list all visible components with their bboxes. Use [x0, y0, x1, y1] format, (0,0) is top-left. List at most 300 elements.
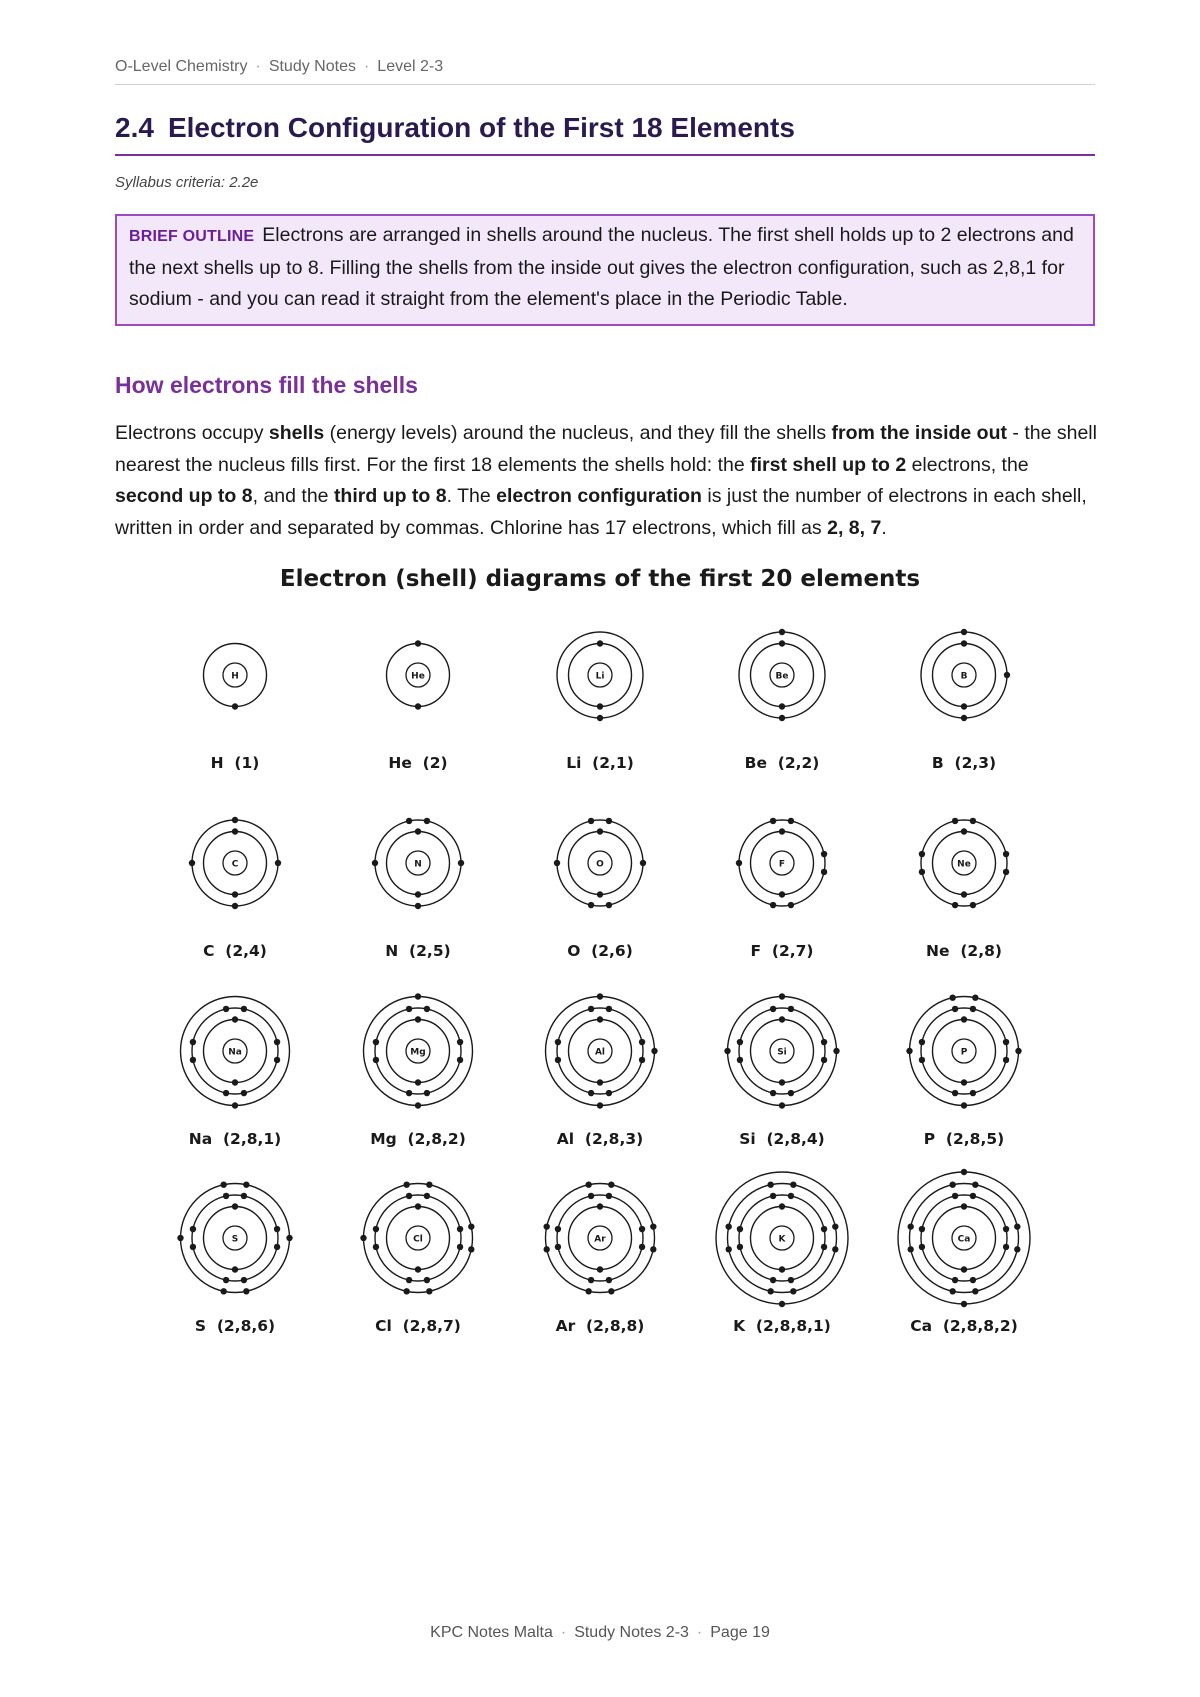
electron	[1015, 1048, 1021, 1054]
electron	[639, 1244, 645, 1250]
electron	[907, 1223, 913, 1229]
electron	[190, 1057, 196, 1063]
electron	[415, 1102, 421, 1108]
bold-term: from the inside out	[831, 422, 1007, 444]
electron	[372, 860, 378, 866]
electron	[275, 860, 281, 866]
section-title-text: Electron Configuration of the First 18 Elements	[167, 112, 795, 143]
electron	[232, 1266, 238, 1272]
electron	[907, 1246, 913, 1252]
element-symbol: P	[960, 1047, 968, 1058]
electron	[640, 860, 646, 866]
element-diagram-ne	[919, 818, 1010, 960]
electron	[606, 818, 612, 824]
text-run: is just the number of electrons in each shell, written in order and separated by commas. Chlorine has 17 electrons, which fill as	[115, 485, 1087, 539]
electron	[543, 1223, 549, 1229]
electron	[232, 1016, 238, 1022]
footer-page: Page 19	[710, 1624, 770, 1641]
section-title	[115, 112, 1095, 156]
electron	[788, 902, 794, 908]
electron	[790, 1288, 796, 1294]
body-paragraph	[115, 418, 1100, 544]
electron	[588, 1090, 594, 1096]
electron	[970, 1277, 976, 1283]
header-separator: ·	[255, 58, 261, 75]
text-run: (energy levels) around the nucleus, and they fill the shells	[324, 422, 832, 444]
electron	[919, 1057, 925, 1063]
electron	[232, 703, 238, 709]
electron	[415, 891, 421, 897]
electron	[606, 1090, 612, 1096]
electron	[555, 1039, 561, 1045]
electron	[725, 1246, 731, 1252]
electron	[788, 1006, 794, 1012]
electron	[952, 1277, 958, 1283]
figure-title: Electron (shell) diagrams of the first 20 elements	[279, 566, 921, 592]
header-doc: Study Notes	[268, 58, 356, 75]
electron	[832, 1246, 838, 1252]
element-diagram-he	[387, 640, 450, 772]
electron	[779, 828, 785, 834]
element-diagram-b	[921, 629, 1010, 772]
syllabus-criteria: Syllabus criteria: 2.2e	[115, 174, 259, 191]
electron	[1003, 1244, 1009, 1250]
electron	[274, 1039, 280, 1045]
electron	[588, 1193, 594, 1199]
electron	[190, 1039, 196, 1045]
electron	[241, 1006, 247, 1012]
electron	[223, 1090, 229, 1096]
electron	[457, 1057, 463, 1063]
element-label: N (2,5)	[385, 942, 451, 960]
element-label: K (2,8,8,1)	[733, 1317, 831, 1335]
electron	[821, 851, 827, 857]
electron	[608, 1288, 614, 1294]
electron	[190, 1226, 196, 1232]
electron	[606, 902, 612, 908]
electron	[232, 903, 238, 909]
element-label: H (1)	[210, 754, 260, 772]
electron	[373, 1057, 379, 1063]
brief-outline-text: Electrons are arranged in shells around the nucleus. The first shell holds up to 2 electrons and the next shells up to 8. Filling the shells from the inside out gives the electron configuration, such as 2,8,1 for sodium - and you can read it straight from the element's place in the Periodic Table.	[129, 224, 1074, 310]
element-label: Al (2,8,3)	[556, 1130, 644, 1148]
electron	[737, 1226, 743, 1232]
electron	[1014, 1246, 1020, 1252]
electron	[961, 629, 967, 635]
element-label: Mg (2,8,2)	[370, 1130, 466, 1148]
electron	[779, 1301, 785, 1307]
electron	[736, 860, 742, 866]
electron	[779, 703, 785, 709]
electron	[972, 1181, 978, 1187]
electron	[597, 1079, 603, 1085]
electron	[373, 1226, 379, 1232]
element-symbol: Be	[775, 671, 789, 682]
electron	[779, 1203, 785, 1209]
electron	[424, 1006, 430, 1012]
element-symbol: He	[411, 671, 425, 682]
footer-doc: Study Notes 2-3	[574, 1624, 689, 1641]
element-diagram-p	[906, 994, 1021, 1148]
electron	[597, 1266, 603, 1272]
subheading: How electrons fill the shells	[115, 372, 418, 398]
electron	[415, 903, 421, 909]
element-symbol: H	[231, 671, 239, 682]
electron	[952, 1006, 958, 1012]
electron	[415, 1016, 421, 1022]
electron	[223, 1193, 229, 1199]
running-header	[115, 58, 1095, 85]
electron	[585, 1181, 591, 1187]
electron	[424, 1090, 430, 1096]
electron	[597, 993, 603, 999]
electron	[243, 1288, 249, 1294]
electron	[961, 1169, 967, 1175]
electron	[588, 1006, 594, 1012]
electron	[406, 1193, 412, 1199]
element-label: Ne (2,8)	[926, 942, 1002, 960]
electron	[961, 715, 967, 721]
electron	[406, 1277, 412, 1283]
electron	[415, 993, 421, 999]
electron	[1003, 1039, 1009, 1045]
electron	[770, 902, 776, 908]
electron	[597, 891, 603, 897]
electron	[770, 1193, 776, 1199]
element-symbol: Li	[595, 671, 605, 682]
header-separator: ·	[363, 58, 370, 75]
electron	[767, 1181, 773, 1187]
electron	[770, 1006, 776, 1012]
electron	[415, 828, 421, 834]
electron	[788, 1090, 794, 1096]
element-diagram-f	[736, 818, 827, 960]
section-number: 2.4	[115, 112, 154, 143]
electron	[639, 1057, 645, 1063]
electron	[949, 1181, 955, 1187]
element-symbol: F	[778, 859, 786, 870]
element-label: S (2,8,6)	[194, 1317, 276, 1335]
electron	[597, 640, 603, 646]
element-symbol: C	[231, 859, 239, 870]
element-diagram-s	[177, 1181, 292, 1335]
element-diagram-na	[181, 997, 290, 1149]
electron	[821, 1226, 827, 1232]
electron	[406, 1006, 412, 1012]
bold-term: second up to 8	[115, 485, 253, 507]
element-symbol: Na	[228, 1047, 242, 1058]
electron	[241, 1277, 247, 1283]
text-run: .	[881, 516, 887, 539]
electron	[232, 891, 238, 897]
electron	[585, 1288, 591, 1294]
electron	[360, 1235, 366, 1241]
electron	[1003, 1226, 1009, 1232]
electron	[555, 1244, 561, 1250]
text-run: electrons, the	[906, 453, 1029, 476]
element-label: Li (2,1)	[566, 754, 634, 772]
electron	[770, 818, 776, 824]
electron	[220, 1181, 226, 1187]
electron	[1003, 869, 1009, 875]
bold-term: third up to 8	[333, 485, 447, 507]
electron	[961, 1203, 967, 1209]
element-diagram-ca	[898, 1169, 1030, 1335]
electron	[177, 1235, 183, 1241]
electron	[415, 1203, 421, 1209]
electron	[650, 1246, 656, 1252]
electron	[373, 1039, 379, 1045]
electron	[588, 1277, 594, 1283]
electron	[1014, 1223, 1020, 1229]
electron	[821, 1039, 827, 1045]
electron	[949, 994, 955, 1000]
electron	[274, 1244, 280, 1250]
element-symbol: B	[960, 671, 968, 682]
element-symbol: Ne	[957, 859, 971, 870]
electron	[232, 828, 238, 834]
electron	[232, 1102, 238, 1108]
electron	[606, 1193, 612, 1199]
electron	[406, 818, 412, 824]
electron	[415, 1266, 421, 1272]
electron	[608, 1181, 614, 1187]
text-run: Electrons occupy	[115, 422, 269, 444]
footer-separator: ·	[696, 1624, 703, 1641]
electron	[232, 1079, 238, 1085]
brief-outline-tag: BRIEF OUTLINE	[129, 228, 255, 245]
element-symbol: Si	[777, 1047, 787, 1058]
electron	[970, 1006, 976, 1012]
footer-brand: KPC Notes Malta	[430, 1624, 553, 1641]
element-diagram-si	[724, 993, 839, 1148]
element-label: P (2,8,5)	[923, 1130, 1005, 1148]
element-symbol: Ar	[594, 1234, 606, 1245]
electron	[788, 1277, 794, 1283]
electron	[555, 1226, 561, 1232]
electron	[468, 1223, 474, 1229]
electron	[919, 869, 925, 875]
electron	[779, 1102, 785, 1108]
electron	[779, 640, 785, 646]
electron	[1004, 672, 1010, 678]
electron	[588, 902, 594, 908]
element-symbol: O	[596, 859, 604, 870]
electron	[426, 1288, 432, 1294]
electron	[919, 851, 925, 857]
element-label: Na (2,8,1)	[188, 1130, 282, 1148]
running-footer	[0, 1624, 1200, 1642]
element-label: C (2,4)	[203, 942, 267, 960]
electron	[961, 703, 967, 709]
element-label: F (2,7)	[750, 942, 814, 960]
electron	[961, 640, 967, 646]
electron	[286, 1235, 292, 1241]
text-run: . The	[446, 485, 497, 507]
electron	[241, 1090, 247, 1096]
electron	[223, 1277, 229, 1283]
electron	[458, 860, 464, 866]
electron	[606, 1277, 612, 1283]
electron	[961, 828, 967, 834]
electron	[415, 1079, 421, 1085]
electron	[790, 1181, 796, 1187]
element-label: Ca (2,8,8,2)	[910, 1317, 1018, 1335]
element-diagram-li	[557, 632, 643, 772]
electron	[555, 1057, 561, 1063]
element-symbol: Ca	[957, 1234, 971, 1245]
electron	[737, 1057, 743, 1063]
electron	[241, 1193, 247, 1199]
electron	[424, 1277, 430, 1283]
electron	[961, 891, 967, 897]
bold-term: first shell up to 2	[750, 453, 907, 476]
element-diagram-k	[716, 1172, 848, 1335]
electron	[190, 1244, 196, 1250]
header-level: Level 2-3	[377, 58, 444, 75]
electron	[424, 1193, 430, 1199]
electron	[833, 1048, 839, 1054]
element-diagram-cl	[360, 1181, 474, 1335]
element-diagram-be	[739, 629, 825, 772]
electron	[426, 1181, 432, 1187]
element-diagram-h	[204, 644, 267, 773]
electron	[597, 1203, 603, 1209]
electron	[274, 1057, 280, 1063]
electron	[232, 817, 238, 823]
electron	[961, 1266, 967, 1272]
text-run: , and the	[252, 485, 334, 507]
element-diagram-o	[554, 818, 646, 960]
electron	[373, 1244, 379, 1250]
electron	[821, 1057, 827, 1063]
electron	[639, 1226, 645, 1232]
electron	[961, 1016, 967, 1022]
electron	[737, 1039, 743, 1045]
electron	[737, 1244, 743, 1250]
electron	[724, 1048, 730, 1054]
electron	[220, 1288, 226, 1294]
element-symbol: Cl	[413, 1234, 423, 1245]
bold-term: 2, 8, 7	[827, 516, 882, 539]
element-symbol: N	[414, 859, 422, 870]
electron	[597, 1016, 603, 1022]
electron	[972, 1288, 978, 1294]
electron	[232, 1203, 238, 1209]
electron	[597, 1102, 603, 1108]
element-symbol: K	[778, 1234, 786, 1245]
electron	[597, 703, 603, 709]
electron	[919, 1244, 925, 1250]
element-label: Ar (2,8,8)	[555, 1317, 645, 1335]
electron	[906, 1048, 912, 1054]
element-symbol: S	[231, 1234, 239, 1245]
electron	[788, 1193, 794, 1199]
electron	[779, 1266, 785, 1272]
electron	[243, 1181, 249, 1187]
element-label: B (2,3)	[931, 754, 997, 772]
electron	[779, 1079, 785, 1085]
element-diagram-c	[189, 817, 281, 960]
electron	[821, 1244, 827, 1250]
element-diagram-al	[546, 993, 658, 1148]
electron	[779, 629, 785, 635]
electron	[961, 1102, 967, 1108]
electron	[961, 1079, 967, 1085]
electron	[779, 993, 785, 999]
shell-diagram-figure	[0, 555, 1200, 1355]
footer-separator: ·	[560, 1624, 567, 1641]
electron	[952, 818, 958, 824]
bold-term: shells	[268, 422, 325, 444]
electron	[970, 818, 976, 824]
electron	[468, 1246, 474, 1252]
electron	[543, 1246, 549, 1252]
electron	[919, 1039, 925, 1045]
electron	[403, 1181, 409, 1187]
brief-outline-box	[115, 214, 1095, 326]
element-label: Be (2,2)	[744, 754, 820, 772]
electron	[457, 1244, 463, 1250]
electron	[770, 1277, 776, 1283]
electron	[788, 818, 794, 824]
electron	[952, 1193, 958, 1199]
electron	[970, 902, 976, 908]
text-run: - the shell nearest the nucleus fills first. For the first 18 elements the shells hold: the	[115, 422, 1097, 476]
electron	[832, 1223, 838, 1229]
electron	[403, 1288, 409, 1294]
electron	[952, 902, 958, 908]
electron	[770, 1090, 776, 1096]
electron	[650, 1223, 656, 1229]
electron	[779, 891, 785, 897]
electron	[639, 1039, 645, 1045]
electron	[952, 1090, 958, 1096]
electron	[651, 1048, 657, 1054]
electron	[725, 1223, 731, 1229]
electron	[274, 1226, 280, 1232]
electron	[424, 818, 430, 824]
element-symbol: Al	[594, 1047, 606, 1058]
electron	[606, 1006, 612, 1012]
electron	[588, 818, 594, 824]
electron	[970, 1193, 976, 1199]
element-label: Si (2,8,4)	[739, 1130, 825, 1148]
electron	[949, 1288, 955, 1294]
electron	[919, 1226, 925, 1232]
electron	[779, 715, 785, 721]
electron	[961, 1301, 967, 1307]
electron	[1003, 1057, 1009, 1063]
electron	[821, 869, 827, 875]
electron	[554, 860, 560, 866]
element-label: He (2)	[388, 754, 448, 772]
electron	[597, 715, 603, 721]
electron	[779, 1016, 785, 1022]
element-grid	[177, 629, 1030, 1335]
electron	[972, 994, 978, 1000]
element-diagram-ar	[543, 1181, 656, 1335]
electron	[189, 860, 195, 866]
electron	[457, 1226, 463, 1232]
electron	[223, 1006, 229, 1012]
bold-term: electron configuration	[496, 485, 702, 507]
electron	[970, 1090, 976, 1096]
element-symbol: Mg	[410, 1047, 426, 1058]
electron	[415, 703, 421, 709]
electron	[1003, 851, 1009, 857]
element-diagram-mg	[364, 993, 473, 1148]
